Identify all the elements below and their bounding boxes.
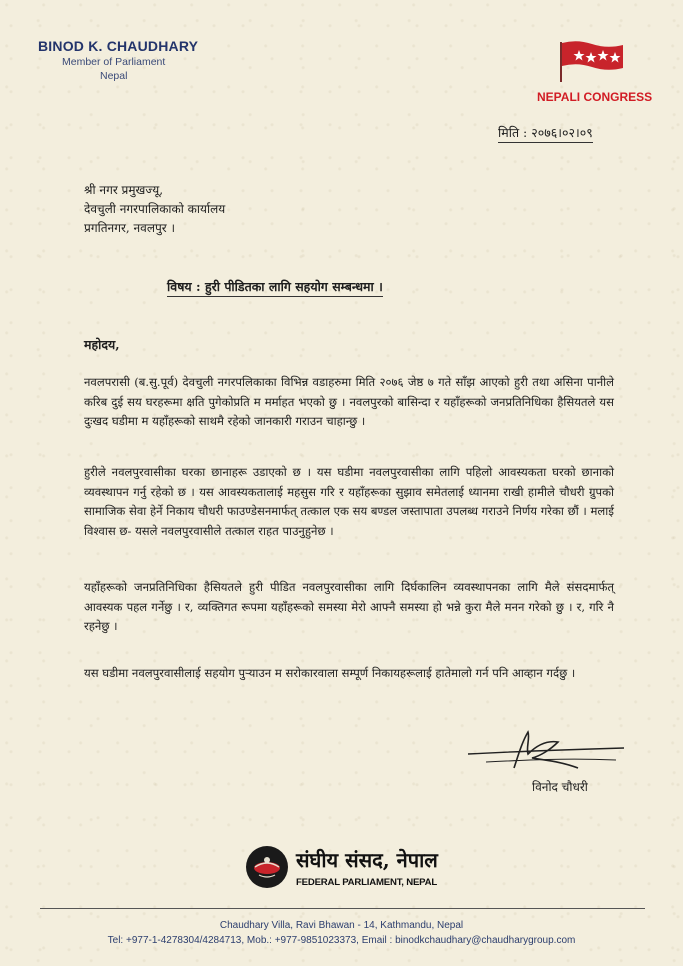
party-name: NEPALI CONGRESS: [537, 90, 653, 104]
parliament-name-nepali: संघीय संसद, नेपाल: [296, 848, 438, 872]
footer-divider: [40, 908, 645, 909]
handwritten-signature: [466, 728, 626, 778]
federal-parliament-emblem-icon: [245, 845, 289, 889]
letter-date: मिति : २०७६।०२।०९: [498, 124, 593, 143]
recipient-line-3: प्रगतिनगर, नवलपुर ।: [84, 221, 176, 235]
body-paragraph-2: हुरीले नवलपुरवासीका घरका छानाहरू उडाएको छ । यस घडीमा नवलपुरवासीका लागि पहिलो आवस्यकता घरको छानाको व्यवस्थापन गर्नु रहेको छ । यस आवस्यकतालाई महसुस गरि र यहाँहरूका सुझाव समेतलाई ध्यानमा राखी हामीले चौधरी ग्रुपको सामाजिक सेवा हेर्ने निकाय चौधरी फाउण्डेसनमार्फत् तत्काल एक सय बण्डल जस्तापाता उपलब्ध गराउने निर्णय गरेका छौं । मलाई विश्वास छ- यसले नवलपुरवासीले तत्काल राहत पाउनुहुनेछ ।: [84, 465, 614, 538]
sender-role: Member of Parliament: [62, 56, 166, 68]
parliament-name-english: FEDERAL PARLIAMENT, NEPAL: [296, 877, 438, 888]
body-paragraph-1: नवलपरासी (ब.सु.पूर्व) देवचुली नगरपलिकाका विभिन्न वडाहरुमा मिति २०७६ जेष्ठ ७ गते साँझ आएको हुरी तथा असिना पानीले करिब दुई सय घरहरूमा क्षति पुगेकोप्रति म मर्माहत भएको छु । नवलपुरको बासिन्दा र यहाँहरूको जनप्रतिनिधिका हैसियतले यस दुःखद घडीमा म यहाँहरूको साथमै रहेको जानकारी गराउन चाहान्छु ।: [84, 375, 614, 429]
sender-place: Nepal: [100, 70, 128, 82]
body-paragraph-4: यस घडीमा नवलपुरवासीलाई सहयोग पुऱ्याउन म सरोकारवाला सम्पूर्ण निकायहरूलाई हातेमालो गर्न पनि आव्हान गर्दछु ।: [84, 666, 576, 680]
sender-name: BINOD K. CHAUDHARY: [38, 38, 199, 54]
nepali-congress-flag-icon: [557, 38, 627, 84]
body-paragraph-3: यहाँहरूको जनप्रतिनिधिका हैसियतले हुरी पीडित नवलपुरवासीका लागि दिर्घकालिन व्यवस्थापनका लागि मैले संसदमार्फत् आवस्यक पहल गर्नेछु । र, व्यक्तिगत रूपमा यहाँहरूको समस्या मेरो आफ्नै समस्या हो भन्ने कुरा मैले मनन गरेको छु । र, गरि नै रहनेछु ।: [84, 580, 614, 634]
footer-contact: Tel: +977-1-4278304/4284713, Mob.: +977-9851023373, Email : binodkchaudhary@chaudharygroup.com: [107, 935, 576, 946]
recipient-line-1: श्री नगर प्रमुखज्यू,: [84, 183, 164, 197]
salutation: महोदय,: [84, 337, 120, 352]
footer-address: Chaudhary Villa, Ravi Bhawan - 14, Kathmandu, Nepal: [219, 920, 464, 931]
signatory-name: विनोद चौधरी: [532, 780, 588, 794]
recipient-line-2: देवचुली नगरपालिकाको कार्यालय: [84, 202, 226, 216]
letter-subject: विषय : हुरी पीडितका लागि सहयोग सम्बन्धमा ।: [167, 278, 383, 297]
